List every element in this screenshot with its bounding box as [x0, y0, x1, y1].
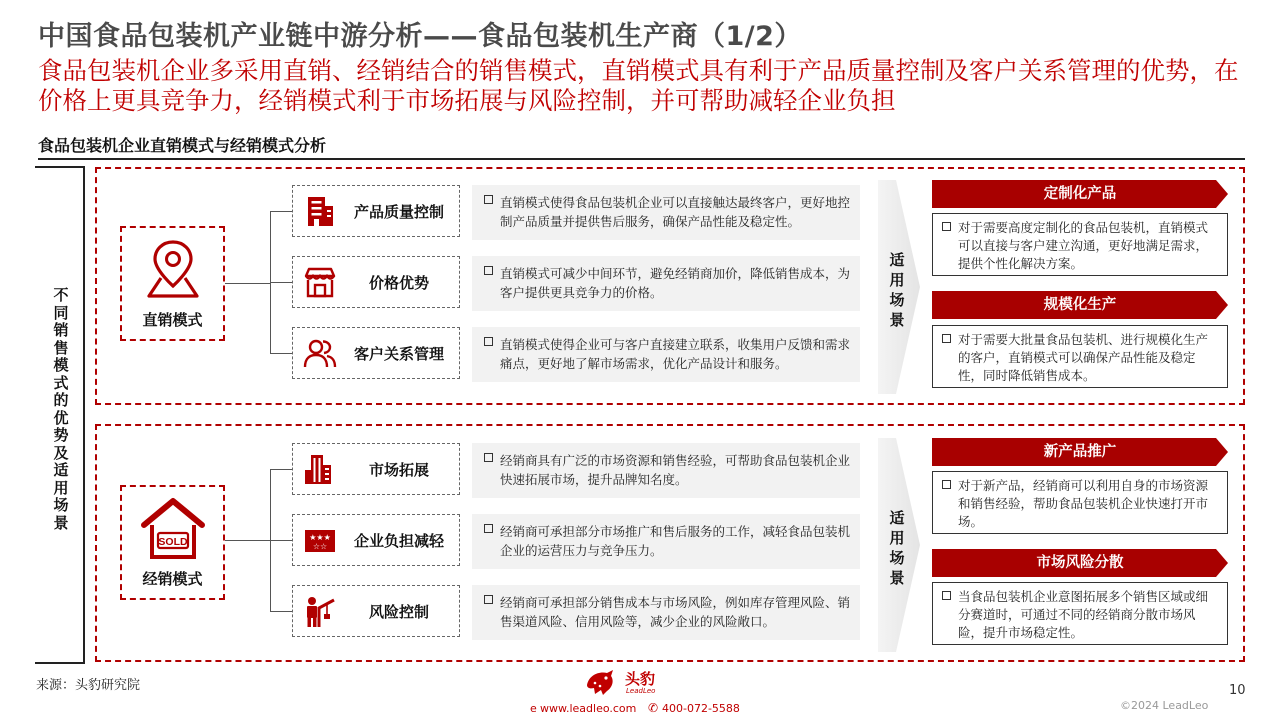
feature-price-advantage — [292, 256, 460, 308]
distribution-mode-label: 经销模式 — [142, 570, 203, 588]
checkbox-bullet-icon — [484, 266, 493, 275]
source-note: 来源：头豹研究院 — [36, 678, 141, 693]
section-title: 食品包装机企业直销模式与经销模式分析 — [38, 136, 327, 155]
feature-label: 市场拓展 — [368, 460, 429, 479]
tree-connector — [225, 540, 270, 541]
checkbox-bullet-icon — [942, 222, 951, 231]
direct-mode-label: 直销模式 — [142, 311, 203, 329]
storefront-icon — [303, 265, 337, 299]
feature-description: 经销商可承担部分销售成本与市场风险，例如库存管理风险、销售渠道风险、信用风险等，减少企业的风险敞口。 — [472, 585, 860, 640]
scenario-banner-text — [932, 438, 1228, 466]
feature-label: 客户关系管理 — [353, 344, 444, 363]
scenario-description: 对于需要大批量食品包装机、进行规模化生产的客户，直销模式可以确保产品性能及稳定性，同时降低销售成本。 — [932, 325, 1228, 388]
globe-icon: e — [530, 702, 537, 715]
feature-label: 产品质量控制 — [353, 202, 444, 221]
scenario-title: 规模化生产 — [1043, 297, 1117, 313]
section-divider — [38, 158, 1245, 160]
checkbox-bullet-icon — [484, 453, 493, 462]
brand-name: 头豹 — [625, 670, 656, 688]
side-label: 不同销售模式的优势及适用场景 — [53, 286, 69, 532]
feature-risk-control — [292, 585, 460, 637]
scenario-title: 定制化产品 — [1043, 186, 1117, 202]
feature-description: 直销模式可减少中间环节，避免经销商加价，降低销售成本，为客户提供更具竞争力的价格。 — [472, 256, 860, 311]
scenario-title: 市场风险分散 — [1036, 555, 1124, 571]
sold-house-icon — [138, 495, 208, 561]
worker-crane-icon — [303, 594, 337, 628]
feature-market-expansion — [292, 443, 460, 495]
feature-label: 企业负担减轻 — [353, 531, 444, 550]
page-subtitle: 食品包装机企业多采用直销、经销结合的销售模式，直销模式具有利于产品质量控制及客户关系管理的优势，在价格上更具竞争力，经销模式利于市场拓展与风险控制，并可帮助减轻企业负担 — [38, 56, 1239, 115]
scenario-banner-text — [932, 291, 1228, 319]
tree-connector — [270, 540, 292, 541]
scenario-description: 当食品包装机企业意图拓展多个销售区域或细分赛道时，可通过不同的经销商分散市场风险，提升市场稳定性。 — [932, 582, 1228, 645]
scenario-banner-text — [932, 549, 1228, 577]
distribution-mode-box — [120, 485, 225, 600]
copyright: ©2024 LeadLeo — [1120, 699, 1209, 712]
city-buildings-icon — [303, 452, 337, 486]
checkbox-bullet-icon — [484, 195, 493, 204]
phone-icon: ✆ — [648, 701, 659, 715]
feature-description: 直销模式使得企业可与客户直接建立联系，收集用户反馈和需求痛点，更好地了解市场需求，优化产品设计和服务。 — [472, 327, 860, 382]
svg-text:★★★: ★★★ — [309, 533, 331, 542]
page-title: 中国食品包装机产业链中游分析——食品包装机生产商（1/2） — [38, 21, 802, 52]
checkbox-bullet-icon — [942, 334, 951, 343]
svg-text:SOLD: SOLD — [157, 536, 188, 548]
users-icon — [303, 336, 337, 370]
tree-connector — [270, 211, 292, 212]
scene-label: 适用场景 — [889, 509, 905, 587]
feature-customer-relations — [292, 327, 460, 379]
direct-mode-box — [120, 226, 225, 341]
website-link[interactable]: www.leadleo.com — [540, 702, 637, 715]
feature-burden-reduction — [292, 514, 460, 566]
checkbox-bullet-icon — [942, 480, 951, 489]
svg-text:☆☆: ☆☆ — [312, 542, 328, 551]
scenario-banner-text — [932, 180, 1228, 208]
hotel-stars-icon — [303, 523, 337, 557]
tree-connector — [270, 469, 292, 470]
scenario-description: 对于新产品，经销商可以利用自身的市场资源和销售经验，帮助食品包装机企业快速打开市场。 — [932, 471, 1228, 534]
phone-number: 400-072-5588 — [662, 702, 740, 715]
feature-description: 经销商具有广泛的市场资源和销售经验，可帮助食品包装机企业快速拓展市场，提升品牌知名度。 — [472, 443, 860, 498]
feature-label: 风险控制 — [368, 602, 429, 621]
leopard-logo-icon — [585, 667, 615, 697]
feature-quality-control — [292, 185, 460, 237]
scene-label: 适用场景 — [889, 251, 905, 329]
checkbox-bullet-icon — [942, 591, 951, 600]
tree-connector — [270, 353, 292, 354]
map-pin-icon — [141, 236, 205, 300]
page-number: 10 — [1229, 683, 1246, 698]
building-icon — [303, 194, 337, 228]
feature-label: 价格优势 — [368, 273, 429, 292]
scenario-description: 对于需要高度定制化的食品包装机，直销模式可以直接与客户建立沟通，更好地满足需求，提供个性化解决方案。 — [932, 213, 1228, 276]
tree-connector — [270, 611, 292, 612]
feature-description: 直销模式使得食品包装机企业可以直接触达最终客户，更好地控制产品质量并提供售后服务，确保产品性能及稳定性。 — [472, 185, 860, 240]
brand-name-en: LeadLeo — [626, 687, 656, 695]
checkbox-bullet-icon — [484, 524, 493, 533]
checkbox-bullet-icon — [484, 595, 493, 604]
tree-connector — [225, 283, 270, 284]
feature-description: 经销商可承担部分市场推广和售后服务的工作，减轻食品包装机企业的运营压力与竞争压力。 — [472, 514, 860, 569]
checkbox-bullet-icon — [484, 337, 493, 346]
scenario-title: 新产品推广 — [1043, 444, 1117, 460]
tree-connector — [270, 282, 292, 283]
